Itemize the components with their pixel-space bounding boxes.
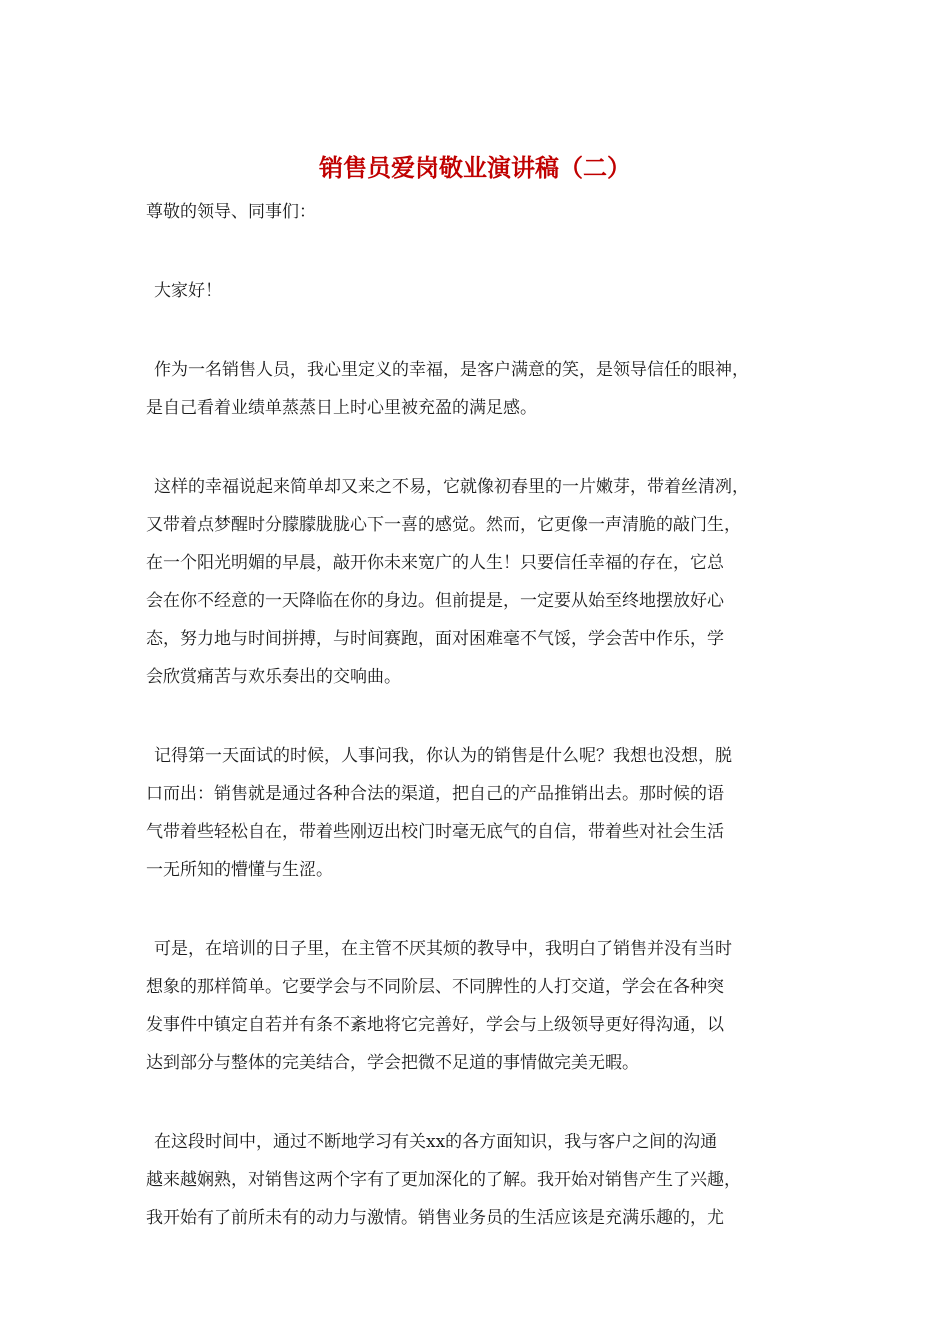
paragraph-line: 达到部分与整体的完美结合，学会把微不足道的事情做完美无暇。 bbox=[146, 1053, 639, 1073]
paragraph-line: 态，努力地与时间拼搏，与时间赛跑，面对困难毫不气馁，学会苦中作乐，学 bbox=[146, 629, 724, 649]
paragraph-gap bbox=[146, 315, 810, 356]
paragraph-line: 一无所知的懵懂与生涩。 bbox=[146, 860, 333, 880]
paragraph-line: 这样的幸福说起来简单却又来之不易，它就像初春里的一片嫩芽，带着丝清冽， bbox=[154, 477, 749, 497]
paragraph-4 bbox=[146, 473, 810, 701]
paragraph-gap bbox=[146, 432, 810, 473]
paragraph-6 bbox=[146, 935, 810, 1087]
paragraph-gap bbox=[146, 1087, 810, 1128]
paragraph-line: 越来越娴熟，对销售这两个字有了更加深化的了解。我开始对销售产生了兴趣， bbox=[146, 1170, 741, 1190]
paragraph-gap bbox=[146, 236, 810, 277]
paragraph-line: 在一个阳光明媚的早晨，敲开你未来宽广的人生！只要信任幸福的存在，它总 bbox=[146, 553, 724, 573]
paragraph-line: 尊敬的领导、同事们： bbox=[146, 202, 316, 222]
paragraph-line: 作为一名销售人员，我心里定义的幸福，是客户满意的笑，是领导信任的眼神， bbox=[154, 360, 749, 380]
paragraph-line: 是自己看着业绩单蒸蒸日上时心里被充盈的满足感。 bbox=[146, 398, 537, 418]
paragraph-gap bbox=[146, 894, 810, 935]
paragraph-3 bbox=[146, 356, 810, 432]
paragraph-line: 会欣赏痛苦与欢乐奏出的交响曲。 bbox=[146, 667, 401, 687]
paragraph-gap bbox=[146, 701, 810, 742]
paragraph-salutation bbox=[146, 198, 810, 236]
paragraph-5 bbox=[146, 742, 810, 894]
paragraph-line: 气带着些轻松自在，带着些刚迈出校门时毫无底气的自信，带着些对社会生活 bbox=[146, 822, 724, 842]
paragraph-line: 记得第一天面试的时候，人事问我，你认为的销售是什么呢？我想也没想，脱 bbox=[154, 746, 732, 766]
paragraph-line: 口而出：销售就是通过各种合法的渠道，把自己的产品推销出去。那时候的语 bbox=[146, 784, 724, 804]
paragraph-7 bbox=[146, 1128, 810, 1242]
paragraph-line: 发事件中镇定自若并有条不紊地将它完善好，学会与上级领导更好得沟通，以 bbox=[146, 1015, 724, 1035]
paragraph-line: 想象的那样简单。它要学会与不同阶层、不同脾性的人打交道，学会在各种突 bbox=[146, 977, 724, 997]
document-title: 销售员爱岗敬业演讲稿（二） bbox=[319, 153, 631, 182]
paragraph-greeting bbox=[146, 277, 810, 315]
document-body bbox=[146, 198, 810, 1242]
paragraph-line: 在这段时间中，通过不断地学习有关xx的各方面知识，我与客户之间的沟通 bbox=[154, 1132, 718, 1152]
paragraph-line: 会在你不经意的一天降临在你的身边。但前提是，一定要从始至终地摆放好心 bbox=[146, 591, 724, 611]
paragraph-line: 我开始有了前所未有的动力与激情。销售业务员的生活应该是充满乐趣的，尤 bbox=[146, 1208, 724, 1228]
paragraph-line: 又带着点梦醒时分朦朦胧胧心下一喜的感觉。然而，它更像一声清脆的敲门生， bbox=[146, 515, 741, 535]
paragraph-line: 大家好！ bbox=[154, 281, 222, 301]
paragraph-line: 可是，在培训的日子里，在主管不厌其烦的教导中，我明白了销售并没有当时 bbox=[154, 939, 732, 959]
